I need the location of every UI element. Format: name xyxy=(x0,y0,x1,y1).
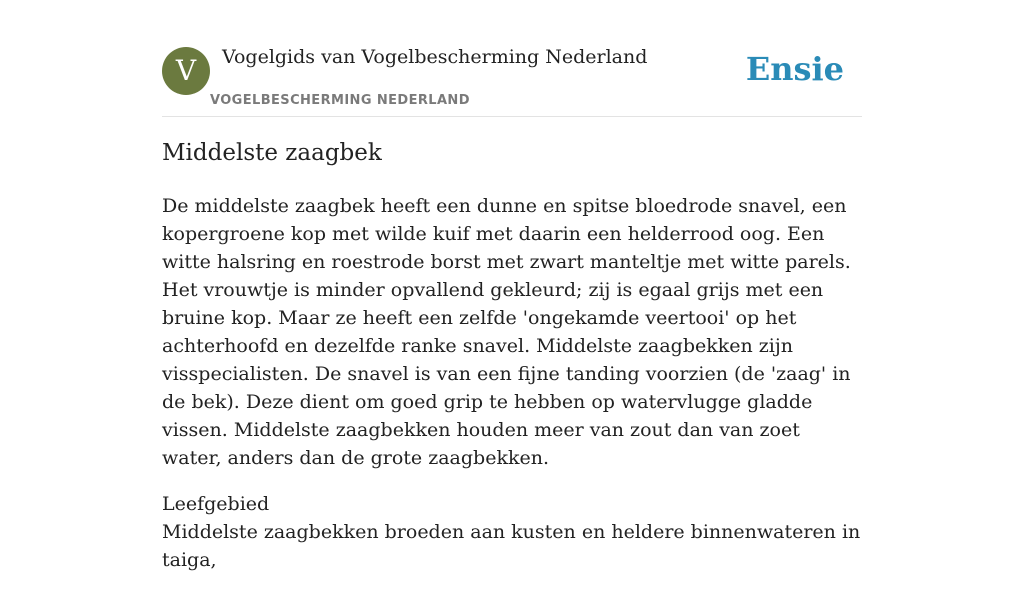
source-title-link[interactable]: Vogelgids van Vogelbescherming Nederland xyxy=(222,46,648,68)
header xyxy=(162,0,862,117)
article-body xyxy=(162,192,862,592)
content-container xyxy=(162,0,862,571)
article-paragraph: Middelste zaagbekken broeden aan kusten en heldere binnenwateren in taiga, xyxy=(162,521,861,571)
source-org-link[interactable]: VOGELBESCHERMING NEDERLAND xyxy=(210,93,470,108)
section-heading: Leefgebied xyxy=(162,493,270,515)
article-paragraph: De middelste zaagbek heeft een dunne en spitse bloedrode snavel, een kopergroene kop met wilde kuif met daarin een helderrood oog. Een witte halsring en roestrode borst met zwart manteltje met witte parels. Het vrouwtje is minder opvallend gekleurd; zij is egaal grijs met een bruine kop. Maar ze heeft een zelfde 'ongekamde veertooi' op het achterhoofd en dezelfde ranke snavel. Middelste zaagbekken zijn visspecialisten. De snavel is van een fijne tanding voorzien (de 'zaag' in de bek). Deze dient om goed grip te hebben op watervlugge gladde vissen. Middelste zaagbekken houden meer van zout dan van zoet water, anders dan de grote zaagbekken. xyxy=(162,195,851,469)
ensie-logo-link[interactable]: Ensie xyxy=(745,50,844,88)
source-avatar[interactable]: V xyxy=(162,47,210,95)
section-block xyxy=(162,490,862,574)
article-title: Middelste zaagbek xyxy=(162,140,382,166)
